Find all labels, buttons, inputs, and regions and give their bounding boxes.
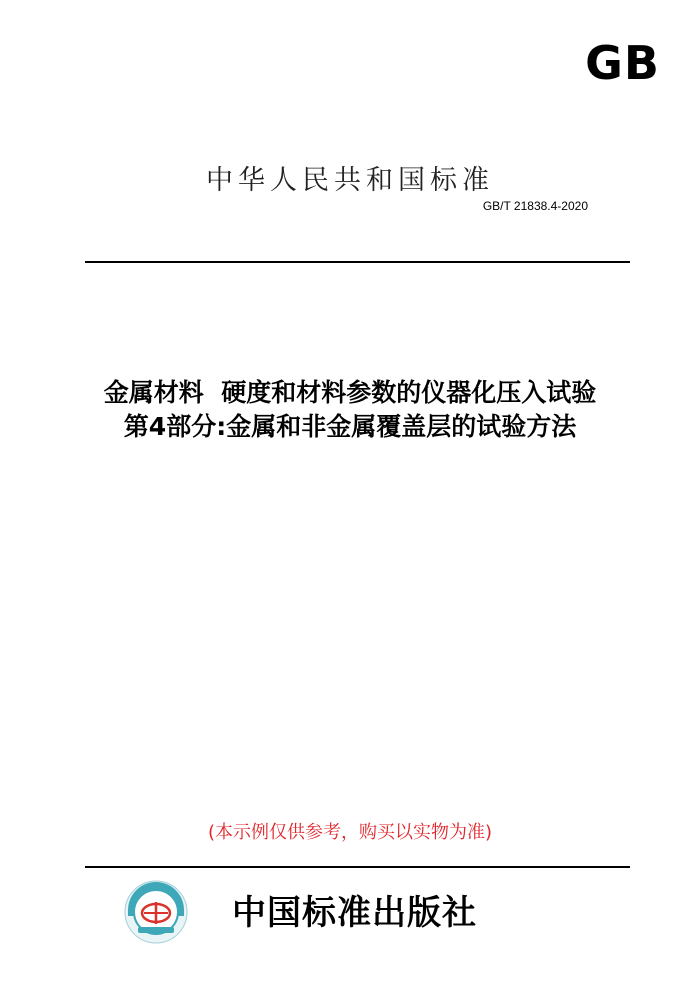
document-title-line-2: 第4部分:金属和非金属覆盖层的试验方法 — [123, 412, 577, 441]
publisher-seal-icon — [124, 880, 188, 944]
publisher-name: 中国标准出版社 — [232, 893, 477, 933]
standard-type-heading: 中华人民共和国标准 — [206, 165, 494, 196]
top-divider — [85, 261, 630, 263]
bottom-divider — [85, 866, 630, 868]
sample-notice: (本示例仅供参考，购买以实物为准) — [207, 822, 493, 843]
gb-logo: GB — [585, 36, 660, 90]
document-title — [0, 376, 700, 444]
standard-number: GB/T 21838.4-2020 — [482, 199, 588, 213]
document-title-line-1: 金属材料 硬度和材料参数的仪器化压入试验 — [103, 378, 597, 407]
